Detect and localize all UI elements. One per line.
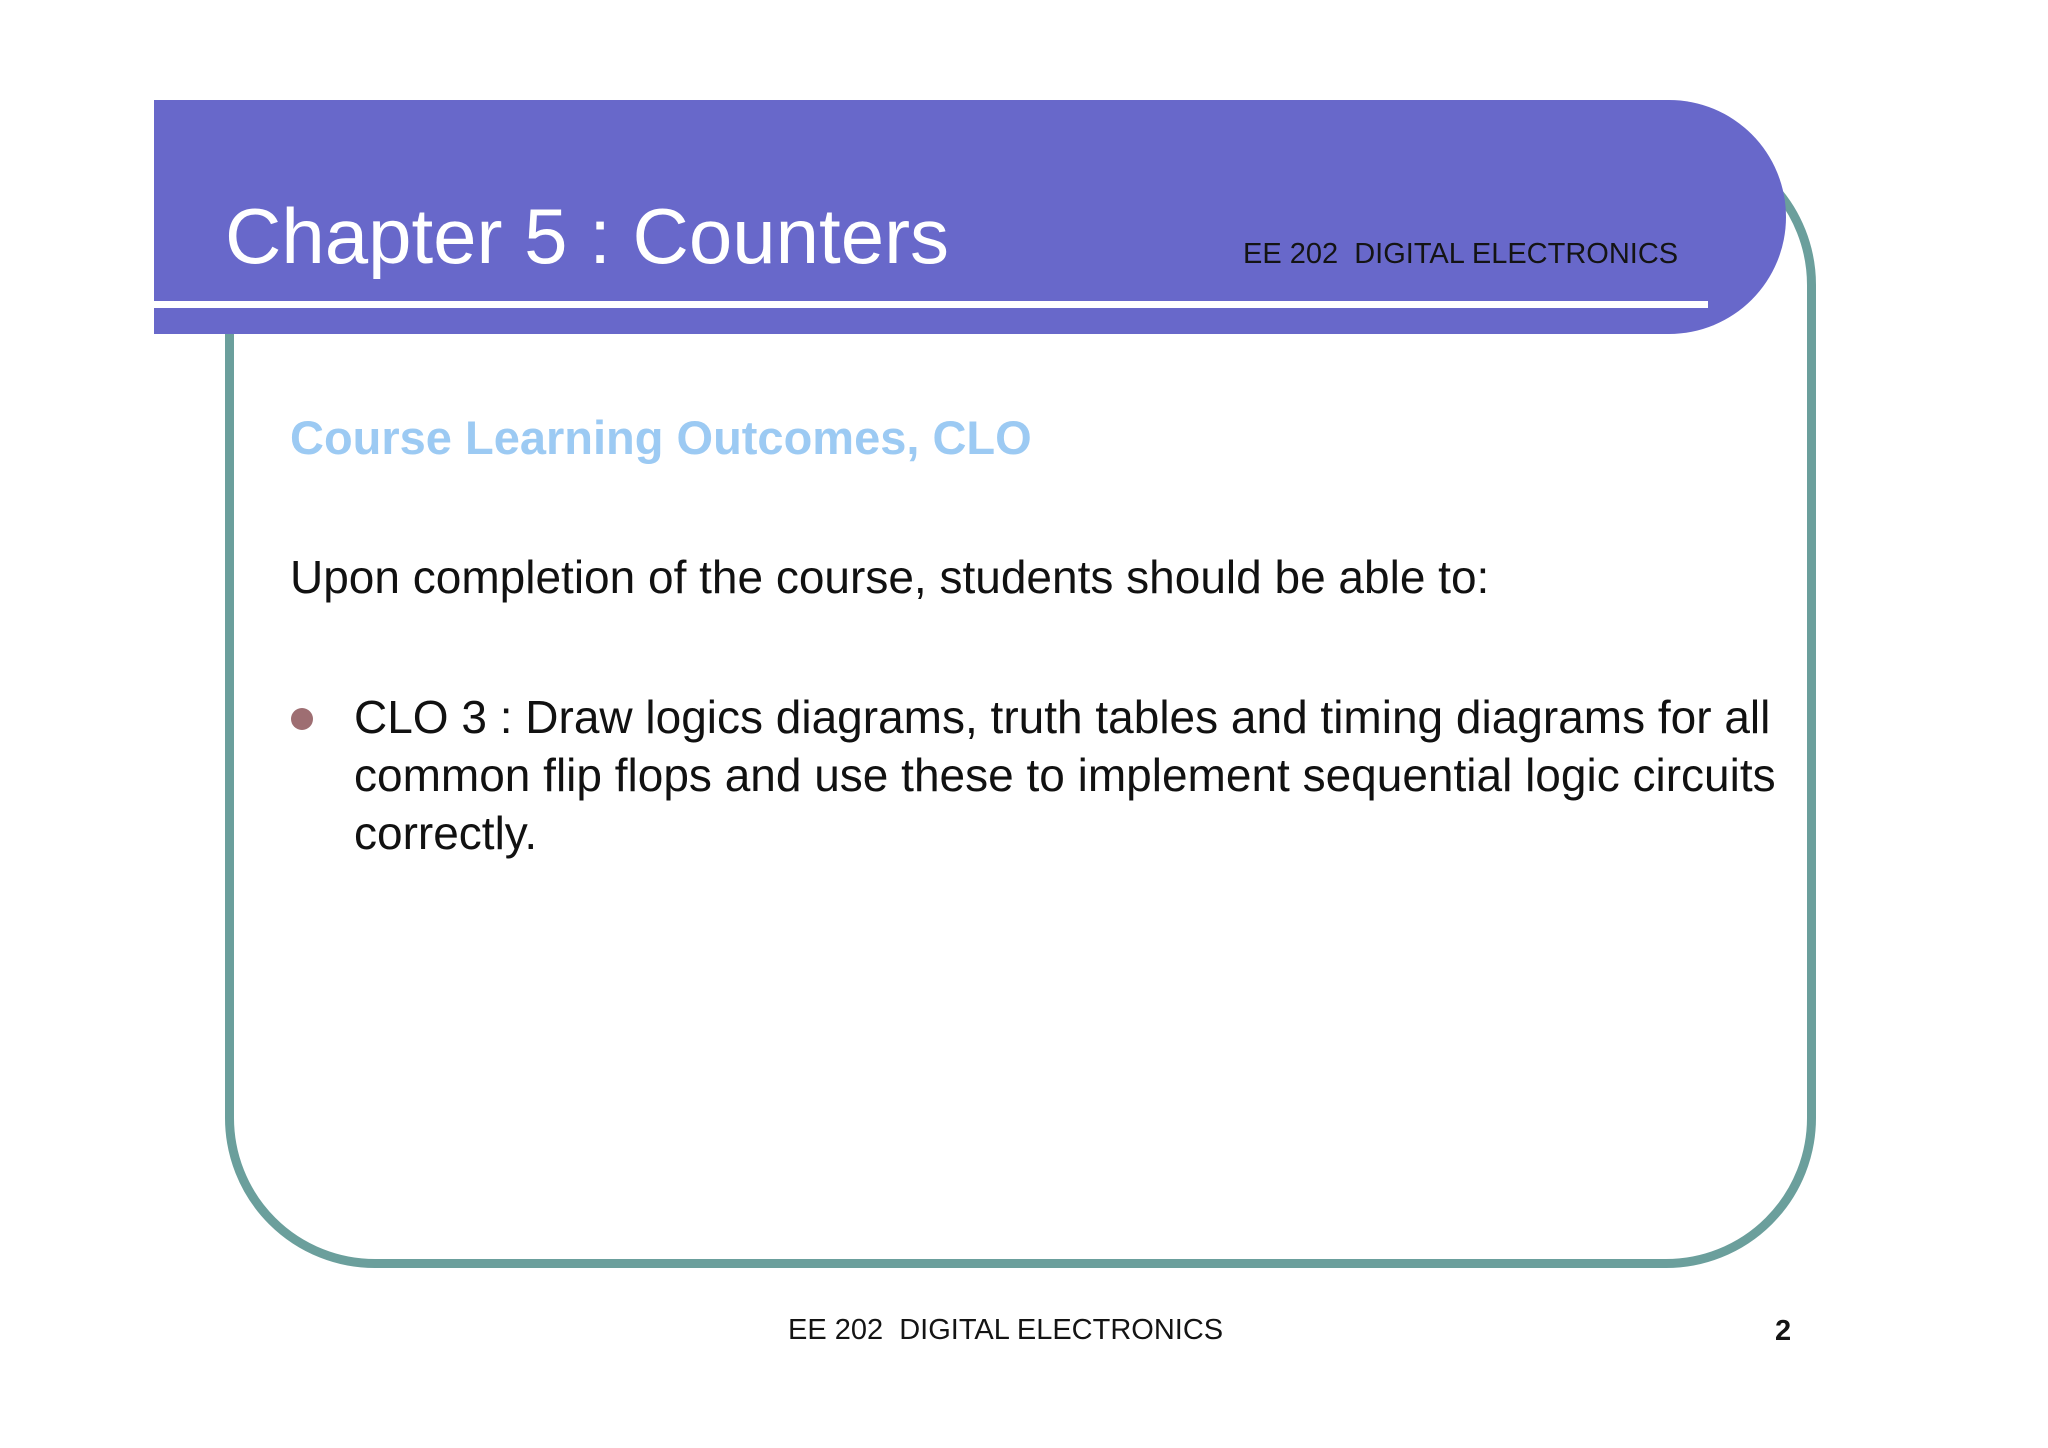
header-course-label: EE 202 DIGITAL ELECTRONICS <box>1243 238 1679 270</box>
bullet-list <box>290 688 1810 862</box>
section-heading: Course Learning Outcomes, CLO <box>290 411 1032 464</box>
page-number: 2 <box>1775 1315 1792 1347</box>
intro-text: Upon completion of the course, students should be able to: <box>290 551 1490 603</box>
bullet-text: CLO 3 : Draw logics diagrams, truth tables and timing diagrams for all common flip flops and use these to implement sequential logic circuits correctly. <box>354 691 1776 859</box>
bullet-icon <box>291 708 313 730</box>
bullet-item <box>290 688 1810 862</box>
slide-title: Chapter 5 : Counters <box>225 192 950 280</box>
banner-divider <box>154 301 1708 308</box>
footer-course-label: EE 202 DIGITAL ELECTRONICS <box>788 1314 1224 1346</box>
